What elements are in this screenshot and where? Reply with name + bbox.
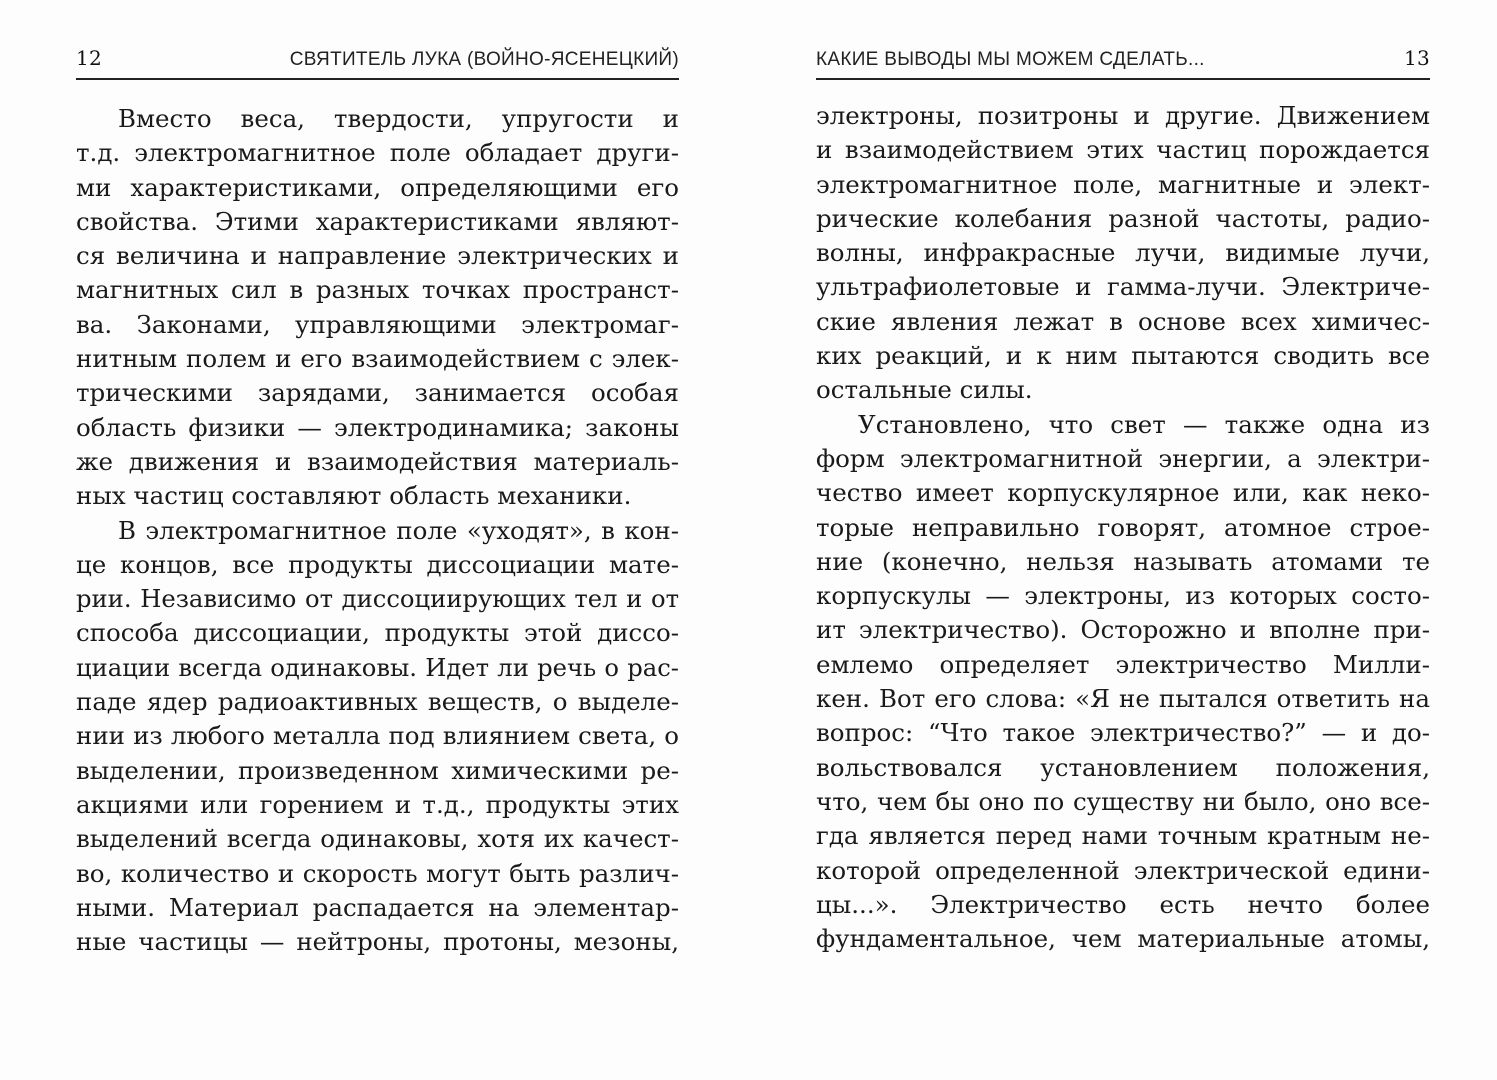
text-line: ными. Материал распадается на элементар- [76, 892, 679, 922]
text-line: во, количество и скорость могут быть различ- [76, 858, 679, 888]
text-line: торые неправильно говорят, атомное строе- [816, 512, 1430, 542]
right-page [748, 0, 1497, 1080]
text-line: акциями или горением и т.д., продукты этих [76, 789, 679, 819]
text-line: це концов, все продукты диссоциации мате- [76, 549, 679, 579]
text-line: гда является перед нами точным кратным не- [816, 821, 1430, 851]
text-line: чество имеет корпускулярное или, как неко- [816, 478, 1430, 508]
running-head [816, 44, 1430, 80]
text-line: нии из любого металла под влиянием света, о [76, 721, 679, 751]
text-line: вольствовался установлением положения, [816, 752, 1430, 782]
text-line: что, чем бы оно по существу ни было, оно все- [816, 786, 1430, 816]
text-line: ские явления лежат в основе всех химичес- [816, 306, 1430, 336]
text-line: вопрос: “Что такое электричество?” — и до- [816, 718, 1430, 748]
text-line: ких реакций, и к ним пытаются сводить все [816, 341, 1430, 371]
text-line: ит электричество). Осторожно и вполне при- [816, 615, 1430, 645]
left-page [0, 0, 748, 1080]
text-line: же движения и взаимодействия материаль- [76, 446, 679, 476]
text-line: паде ядер радиоактивных веществ, о выделе- [76, 687, 679, 717]
text-line: корпускулы — электроны, из которых состо- [816, 581, 1430, 611]
text-line: форм электромагнитной энергии, а электри- [816, 443, 1430, 473]
text-line: выделений всегда одинаковы, хотя их качест- [76, 824, 679, 854]
text-line: свойства. Этими характеристиками являют- [76, 206, 679, 236]
text-line: способа диссоциации, продукты этой диссо- [76, 618, 679, 648]
running-head-title: КАКИЕ ВЫВОДЫ МЫ МОЖЕМ СДЕЛАТЬ... [816, 49, 1205, 70]
text-line: ми характеристиками, определяющими его [76, 172, 679, 202]
text-line: Установлено, что свет — также одна из [858, 409, 1430, 439]
text-line: емлемо определяет электричество Милли- [816, 649, 1430, 679]
text-line: электромагнитное поле, магнитные и элект- [816, 169, 1430, 199]
text-line: которой определенной электрической едини- [816, 855, 1430, 885]
page-number: 12 [76, 46, 103, 70]
text-line: цы...». Электричество есть нечто более [816, 889, 1430, 919]
text-line: ультрафиолетовые и гамма-лучи. Электриче- [816, 272, 1430, 302]
text-line: циации всегда одинаковы. Идет ли речь о рас- [76, 652, 679, 682]
page-number: 13 [1403, 46, 1430, 70]
text-line: рии. Независимо от диссоциирующих тел и от [76, 584, 679, 614]
text-line: выделении, произведенном химическими ре- [76, 755, 679, 785]
text-line: т.д. электромагнитное поле обладает други- [76, 138, 679, 168]
text-line: ные частицы — нейтроны, протоны, мезоны, [76, 927, 679, 957]
text-line: и взаимодействием этих частиц порождается [816, 135, 1430, 165]
text-line: трическими зарядами, занимается особая [76, 378, 679, 408]
text-line: ных частиц составляют область механики. [76, 481, 632, 511]
running-head [76, 44, 679, 80]
text-line: Вместо веса, твердости, упругости и [118, 104, 679, 133]
text-line: рические колебания разной частоты, радио- [816, 203, 1430, 233]
text-line: магнитных сил в разных точках пространст- [76, 275, 679, 305]
text-line: ва. Законами, управляющими электромаг- [76, 309, 679, 339]
text-line: область физики — электродинамика; законы [76, 412, 679, 442]
text-line: В электромагнитное поле «уходят», в кон- [118, 515, 679, 545]
running-head-title: СВЯТИТЕЛЬ ЛУКА (ВОЙНО-ЯСЕНЕЦКИЙ) [289, 49, 679, 70]
text-line: электроны, позитроны и другие. Движением [816, 101, 1430, 130]
body-text [76, 102, 679, 959]
text-line: волны, инфракрасные лучи, видимые лучи, [816, 238, 1430, 268]
text-line: остальные силы. [816, 375, 1033, 405]
text-line: ние (конечно, нельзя называть атомами те [816, 546, 1430, 576]
text-line: ся величина и направление электрических и [76, 241, 679, 271]
body-text [816, 99, 1430, 956]
text-line: кен. Вот его слова: «Я не пытался ответить на [816, 684, 1430, 714]
text-line: нитным полем и его взаимодействием с элек- [76, 344, 679, 374]
text-line: фундаментальное, чем материальные атомы, [816, 924, 1430, 954]
